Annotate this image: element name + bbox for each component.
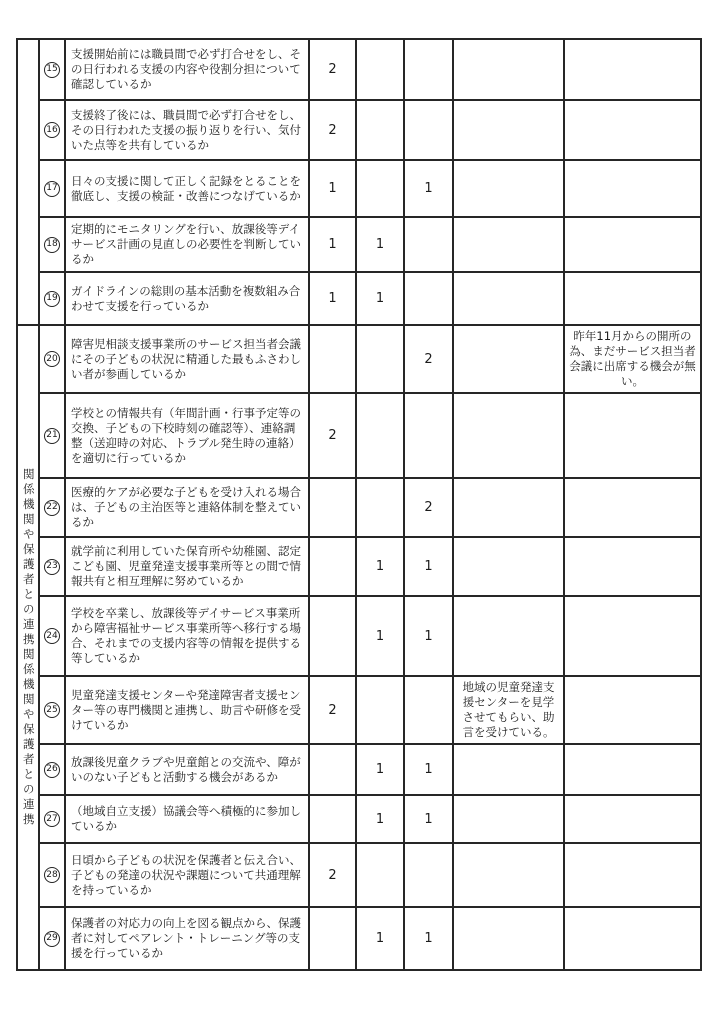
score-cell-1: 2 [308,101,355,159]
comment-cell-a [452,479,563,536]
comment-cell-a [452,101,563,159]
score-cell-1: 1 [308,161,355,216]
comment-cell-b [563,273,700,324]
score-cell-2 [355,326,403,392]
table-row [40,842,700,906]
comment-cell-a [452,394,563,477]
item-question-text: 障害児相談支援事業所のサービス担当者会議にその子どもの状況に精通した最もふさわしい者が参画しているか [64,326,308,392]
score-cell-1 [308,745,355,794]
score-cell-2 [355,479,403,536]
table-row [40,906,700,969]
item-question-text: 学校を卒業し、放課後等デイサービス事業所から障害福祉サービス事業所等へ移行する場合、それまでの支援内容等の情報を提供する等しているか [64,597,308,675]
item-question-text: ガイドラインの総則の基本活動を複数組み合わせて支援を行っているか [64,273,308,324]
section-sidebar-cell [18,40,40,324]
comment-cell-b: 昨年11月からの開所の為、まだサービス担当者会議に出席する機会が無い。 [563,326,700,392]
table-row [40,159,700,216]
item-number-badge: 19 [44,291,60,307]
score-cell-2 [355,161,403,216]
item-number-cell [40,326,64,392]
score-cell-3 [403,218,452,271]
item-question-text: 定期的にモニタリングを行い、放課後等デイサービス計画の見直しの必要性を判断しているか [64,218,308,271]
item-question-text: 支援終了後には、職員間で必ず打合せをし、その日行われた支援の振り返りを行い、気付いた点等を共有しているか [64,101,308,159]
item-number-cell [40,908,64,969]
item-number-cell [40,597,64,675]
comment-cell-b [563,40,700,99]
score-cell-1 [308,326,355,392]
table-row [40,40,700,99]
score-cell-3: 1 [403,161,452,216]
item-number-cell [40,273,64,324]
comment-cell-a [452,908,563,969]
item-number-cell [40,745,64,794]
comment-cell-b [563,796,700,842]
comment-cell-b [563,218,700,271]
comment-cell-b [563,538,700,595]
item-number-badge: 20 [44,351,60,367]
item-number-cell [40,677,64,743]
item-number-badge: 17 [44,181,60,197]
comment-cell-a: 地域の児童発達支援センターを見学させてもらい、助言を受けている。 [452,677,563,743]
score-cell-2: 1 [355,218,403,271]
comment-cell-b [563,394,700,477]
table-row [40,392,700,477]
score-cell-2: 1 [355,538,403,595]
comment-cell-b [563,479,700,536]
item-question-text: 児童発達支援センターや発達障害者支援センター等の専門機関と連携し、助言や研修を受けているか [64,677,308,743]
item-number-badge: 26 [44,762,60,778]
score-cell-2: 1 [355,908,403,969]
table-row [40,675,700,743]
score-cell-1 [308,908,355,969]
score-cell-3: 1 [403,597,452,675]
score-cell-1: 1 [308,273,355,324]
score-cell-3 [403,394,452,477]
item-number-cell [40,844,64,906]
table-row [40,326,700,392]
score-cell-3: 1 [403,908,452,969]
section-rows [40,326,700,969]
score-cell-3 [403,844,452,906]
table-row [40,271,700,324]
comment-cell-b [563,844,700,906]
comment-cell-a [452,218,563,271]
score-cell-3: 1 [403,538,452,595]
item-number-badge: 16 [44,122,60,138]
table-row [40,794,700,842]
score-cell-1 [308,479,355,536]
item-question-text: 日頃から子どもの状況を保護者と伝え合い、子どもの発達の状況や課題について共通理解を持っているか [64,844,308,906]
item-question-text: 支援開始前には職員間で必ず打合せをし、その日行われる支援の内容や役割分担について確認しているか [64,40,308,99]
table-row [40,99,700,159]
score-cell-1: 1 [308,218,355,271]
score-cell-1: 2 [308,844,355,906]
comment-cell-b [563,908,700,969]
score-cell-2 [355,677,403,743]
item-number-cell [40,161,64,216]
score-cell-1 [308,796,355,842]
comment-cell-a [452,597,563,675]
item-number-badge: 15 [44,62,60,78]
table-row [40,595,700,675]
score-cell-3 [403,273,452,324]
score-cell-2 [355,101,403,159]
table-row [40,743,700,794]
score-cell-2 [355,394,403,477]
section-rows [40,40,700,324]
score-cell-3: 1 [403,796,452,842]
comment-cell-a [452,161,563,216]
table-row [40,477,700,536]
evaluation-checklist-table [16,38,702,971]
item-number-cell [40,101,64,159]
comment-cell-b [563,597,700,675]
table-section [18,40,700,324]
item-number-badge: 27 [44,811,60,827]
item-question-text: 日々の支援に関して正しく記録をとることを徹底し、支援の検証・改善につなげているか [64,161,308,216]
score-cell-3: 2 [403,326,452,392]
item-number-cell [40,218,64,271]
item-number-cell [40,796,64,842]
score-cell-2: 1 [355,273,403,324]
item-number-cell [40,40,64,99]
score-cell-3 [403,101,452,159]
comment-cell-a [452,326,563,392]
comment-cell-b [563,745,700,794]
score-cell-1 [308,597,355,675]
score-cell-2: 1 [355,796,403,842]
item-question-text: （地域自立支援）協議会等へ積極的に参加しているか [64,796,308,842]
score-cell-3: 2 [403,479,452,536]
item-number-badge: 24 [44,628,60,644]
item-number-badge: 25 [44,702,60,718]
item-question-text: 放課後児童クラブや児童館との交流や、障がいのない子どもと活動する機会があるか [64,745,308,794]
item-question-text: 学校との情報共有（年間計画・行事予定等の交換、子どもの下校時刻の確認等）、連絡調整（送迎時の対応、トラブル発生時の連絡）を適切に行っているか [64,394,308,477]
item-number-badge: 21 [44,428,60,444]
comment-cell-a [452,538,563,595]
item-number-badge: 29 [44,931,60,947]
item-question-text: 就学前に利用していた保育所や幼稚園、認定こども園、児童発達支援事業所等との間で情報共有と相互理解に努めているか [64,538,308,595]
score-cell-1 [308,538,355,595]
score-cell-1: 2 [308,394,355,477]
score-cell-3: 1 [403,745,452,794]
table-row [40,536,700,595]
table-row [40,216,700,271]
item-number-cell [40,538,64,595]
comment-cell-b [563,101,700,159]
comment-cell-a [452,745,563,794]
score-cell-2: 1 [355,597,403,675]
score-cell-2 [355,40,403,99]
item-number-badge: 23 [44,559,60,575]
score-cell-2: 1 [355,745,403,794]
score-cell-3 [403,40,452,99]
score-cell-2 [355,844,403,906]
score-cell-1: 2 [308,677,355,743]
item-number-badge: 18 [44,237,60,253]
table-section [18,324,700,969]
score-cell-1: 2 [308,40,355,99]
score-cell-3 [403,677,452,743]
section-sidebar-label: 関係機関や保護者との連携関係機関や保護者との連携 [21,467,36,828]
comment-cell-b [563,677,700,743]
item-number-cell [40,394,64,477]
comment-cell-a [452,796,563,842]
item-question-text: 医療的ケアが必要な子どもを受け入れる場合は、子どもの主治医等と連絡体制を整えているか [64,479,308,536]
section-sidebar-cell [18,326,40,969]
item-number-badge: 22 [44,500,60,516]
item-number-cell [40,479,64,536]
comment-cell-b [563,161,700,216]
comment-cell-a [452,273,563,324]
item-number-badge: 28 [44,867,60,883]
comment-cell-a [452,40,563,99]
comment-cell-a [452,844,563,906]
item-question-text: 保護者の対応力の向上を図る観点から、保護者に対してペアレント・トレーニング等の支援を行っているか [64,908,308,969]
